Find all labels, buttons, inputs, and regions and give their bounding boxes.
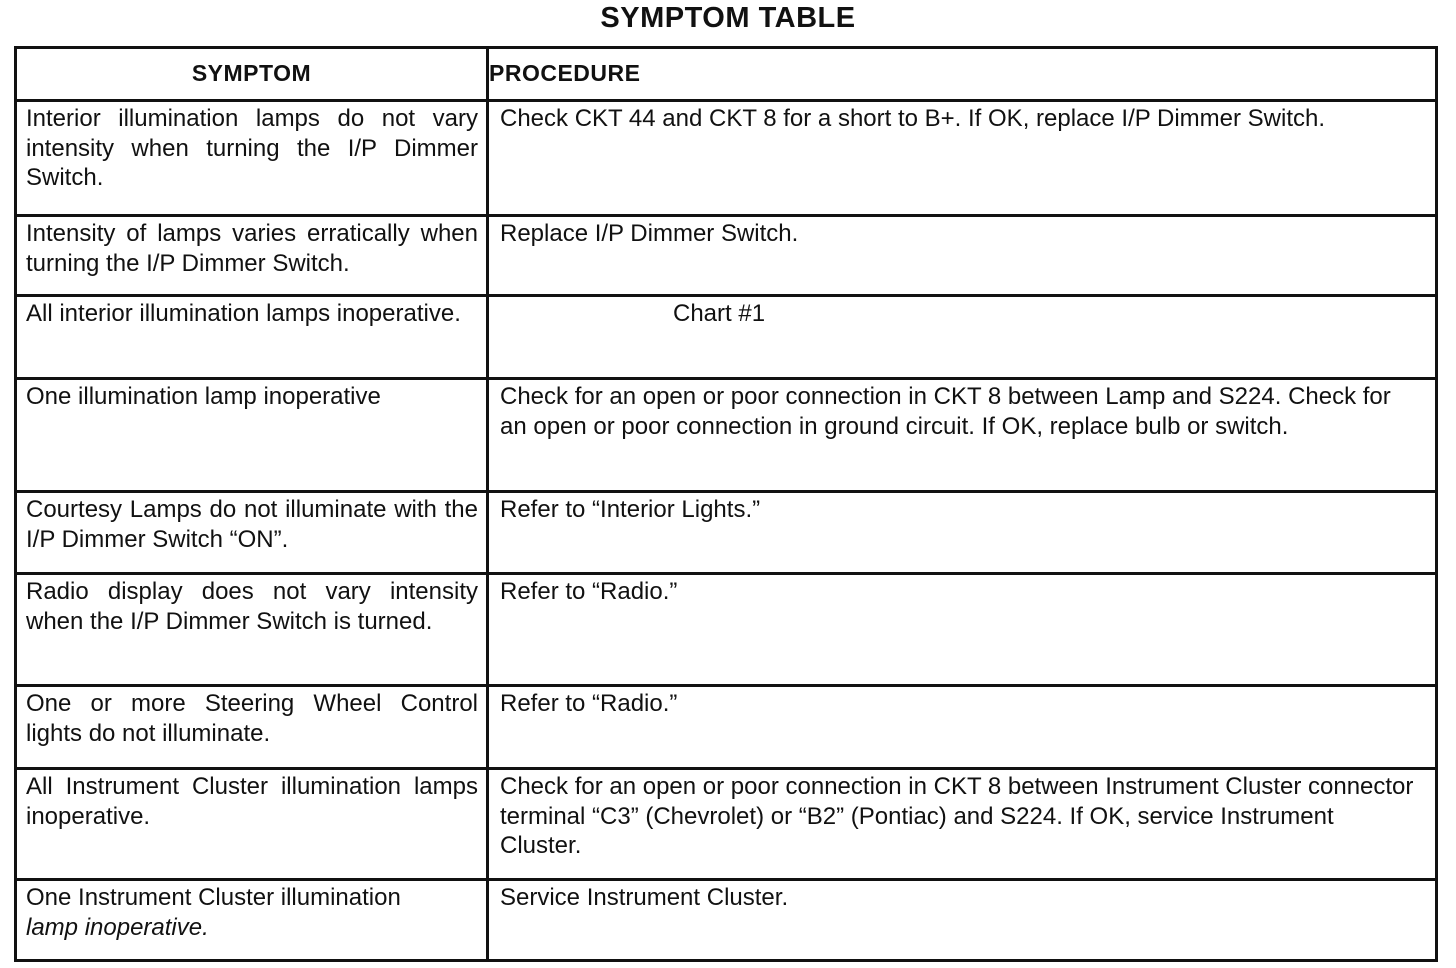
chart-reference-cell: Chart #1 bbox=[488, 296, 1437, 379]
table-row bbox=[16, 296, 1437, 379]
symptom-cell: Courtesy Lamps do not illuminate with the I/P Dimmer Switch “ON”. bbox=[16, 492, 488, 574]
table-row bbox=[16, 686, 1437, 769]
symptom-text-line-italic: lamp inoperative. bbox=[26, 913, 209, 941]
table-row bbox=[16, 769, 1437, 880]
symptom-cell: One or more Steering Wheel Control lights do not illuminate. bbox=[16, 686, 488, 769]
procedure-cell: Replace I/P Dimmer Switch. bbox=[488, 216, 1437, 296]
procedure-cell: Check CKT 44 and CKT 8 for a short to B+. If OK, replace I/P Dimmer Switch. bbox=[488, 101, 1437, 216]
table-row bbox=[16, 101, 1437, 216]
table-row bbox=[16, 216, 1437, 296]
symptom-cell bbox=[16, 880, 488, 961]
table-row bbox=[16, 379, 1437, 492]
procedure-cell: Check for an open or poor connection in CKT 8 between Lamp and S224. Check for an open or poor connection in ground circuit. If OK, replace bulb or switch. bbox=[488, 379, 1437, 492]
procedure-cell: Service Instrument Cluster. bbox=[488, 880, 1437, 961]
symptom-cell: Radio display does not vary intensity when the I/P Dimmer Switch is turned. bbox=[16, 574, 488, 686]
symptom-cell: All interior illumination lamps inoperative. bbox=[16, 296, 488, 379]
procedure-cell: Refer to “Radio.” bbox=[488, 686, 1437, 769]
table-row bbox=[16, 574, 1437, 686]
symptom-table bbox=[14, 46, 1438, 962]
procedure-column-header: PROCEDURE bbox=[488, 48, 1437, 101]
procedure-cell: Refer to “Interior Lights.” bbox=[488, 492, 1437, 574]
table-header-row bbox=[16, 48, 1437, 101]
symptom-cell: Intensity of lamps varies erratically when turning the I/P Dimmer Switch. bbox=[16, 216, 488, 296]
symptom-column-header: SYMPTOM bbox=[16, 48, 488, 101]
symptom-cell: One illumination lamp inoperative bbox=[16, 379, 488, 492]
procedure-cell: Refer to “Radio.” bbox=[488, 574, 1437, 686]
table-row bbox=[16, 880, 1437, 961]
procedure-cell: Check for an open or poor connection in CKT 8 between Instrument Cluster connector terminal “C3” (Chevrolet) or “B2” (Pontiac) and S224. If OK, service Instrument Cluster. bbox=[488, 769, 1437, 880]
table-row bbox=[16, 492, 1437, 574]
symptom-cell: All Instrument Cluster illumination lamps inoperative. bbox=[16, 769, 488, 880]
symptom-cell: Interior illumination lamps do not vary intensity when turning the I/P Dimmer Switch. bbox=[16, 101, 488, 216]
page-title: SYMPTOM TABLE bbox=[600, 2, 856, 34]
symptom-text-line: One Instrument Cluster illumination bbox=[26, 884, 401, 911]
